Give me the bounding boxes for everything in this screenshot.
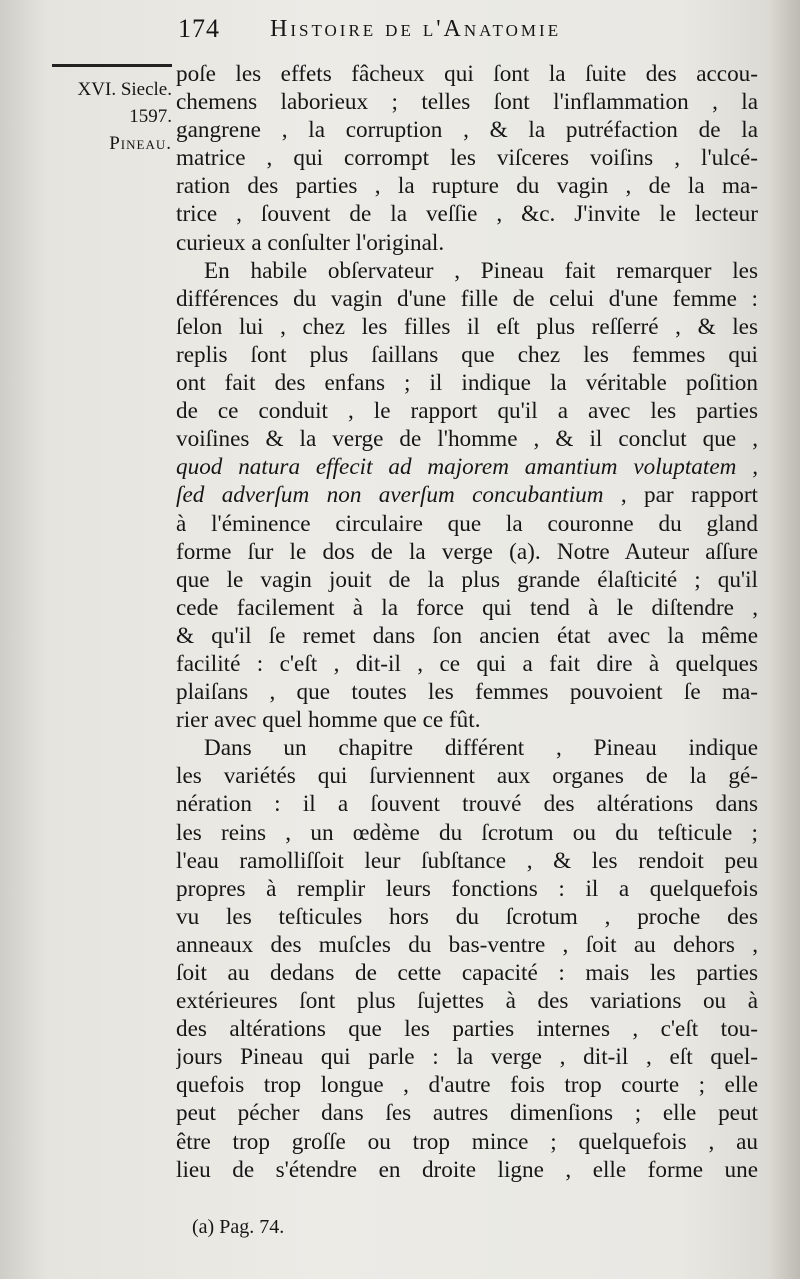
line-text: nération : il a ſouvent trouvé des altérations dans (176, 791, 758, 818)
margin-notes (52, 76, 172, 157)
running-title: Histoire de l'Anatomie (270, 16, 562, 42)
line-text: jours Pineau qui parle : la verge , dit-il , eſt quel- (176, 1044, 758, 1071)
line-text: propres à remplir leurs fonctions : il a quelquefois (176, 875, 758, 902)
line-text: plaiſans , que toutes les femmes pouvoient ſe ma- (176, 679, 758, 706)
footnote: (a) Pag. 74. (192, 1216, 285, 1238)
margin-note-century: XVI. Siecle. (77, 79, 172, 100)
line-text: quefois trop longue , d'autre fois trop courte ; elle (176, 1072, 758, 1099)
text-line (176, 369, 758, 397)
text-line (176, 622, 758, 650)
text-line (176, 931, 758, 959)
line-text: des altérations que les parties internes , c'eſt tou- (176, 1016, 758, 1043)
text-line (176, 566, 758, 594)
line-text: différences du vagin d'une fille de celui d'une femme : (176, 285, 758, 312)
text-line (176, 397, 758, 425)
text-line (176, 144, 758, 172)
line-text: de ce conduit , le rapport qu'il a avec les parties (176, 398, 758, 425)
italic-latin-phrase: quod natura effecit ad majorem amantium voluptatem , (176, 454, 758, 481)
text-line (176, 453, 758, 481)
line-text: , par rapport (603, 482, 758, 509)
text-line (176, 510, 758, 538)
text-line (176, 762, 758, 790)
line-text: replis ſont plus ſaillans que chez les femmes qui (176, 341, 758, 368)
line-text: forme ſur le dos de la verge (a). Notre Auteur aſſure (176, 538, 758, 565)
line-text: trice , ſouvent de la veſſie , &c. J'invite le lecteur (176, 201, 758, 228)
italic-latin-phrase: ſed adverſum non averſum concubantium (176, 482, 604, 509)
line-text: facilité : c'eſt , dit-il , ce qui a fait dire à quelques (176, 650, 758, 677)
text-line (176, 88, 758, 116)
line-text: ont fait des enfans ; il indique la véritable poſition (176, 370, 758, 397)
line-text: & qu'il ſe remet dans ſon ancien état avec la même (176, 622, 758, 649)
text-line (176, 172, 758, 200)
text-line (176, 116, 758, 144)
text-line (176, 987, 758, 1015)
line-text: être trop groſſe ou trop mince ; quelquefois , au (176, 1128, 758, 1155)
text-line (176, 1043, 758, 1071)
text-line (176, 1128, 758, 1156)
text-line (176, 200, 758, 228)
text-line (176, 257, 758, 285)
line-text: ſoit au dedans de cette capacité : mais les parties (176, 960, 758, 986)
line-text: ration des parties , la rupture du vagin , de la ma- (176, 173, 758, 200)
line-text: à l'éminence circulaire que la couronne du gland (176, 510, 758, 537)
line-text: peut pécher dans ſes autres dimenſions ; elle peut (176, 1100, 758, 1127)
body-text (176, 60, 758, 1184)
line-text: ſelon lui , chez les filles il eſt plus reſſerré , & les (176, 313, 758, 340)
text-line (176, 847, 758, 875)
page-header (178, 14, 758, 50)
text-line (176, 706, 758, 734)
text-line (176, 959, 758, 987)
line-text: poſe les effets fâcheux qui ſont la ſuite des accou- (176, 61, 758, 87)
text-line (176, 650, 758, 678)
text-line (176, 341, 758, 369)
margin-rule (52, 64, 172, 67)
line-text: chemens laborieux ; telles ſont l'inflammation , la (176, 89, 758, 116)
line-text: l'eau ramolliſſoit leur ſubſtance , & les rendoit peu (176, 847, 758, 874)
line-text: matrice , qui corrompt les viſceres voiſins , l'ulcé- (176, 145, 758, 172)
line-text: gangrene , la corruption , & la putréfaction de la (176, 117, 758, 144)
text-line (176, 734, 758, 762)
line-text: lieu de s'étendre en droite ligne , elle forme une (176, 1156, 758, 1183)
text-line (176, 425, 758, 453)
text-line (176, 594, 758, 622)
line-text: extérieures ſont plus ſujettes à des variations ou à (176, 988, 758, 1015)
line-text: que le vagin jouit de la plus grande élaſticité ; qu'il (176, 566, 758, 593)
text-line (176, 285, 758, 313)
text-line (176, 678, 758, 706)
line-text: anneaux des muſcles du bas-ventre , ſoit au dehors , (176, 931, 758, 958)
line-text: curieux a conſulter l'original. (176, 229, 445, 256)
line-text: les reins , un œdème du ſcrotum ou du teſticule ; (176, 819, 758, 846)
text-line (176, 229, 758, 257)
text-line (176, 60, 758, 88)
line-text: les variétés qui ſurviennent aux organes de la gé- (176, 763, 758, 790)
line-text: vu les teſticules hors du ſcrotum , proche des (176, 903, 758, 930)
margin-note-year: 1597. (129, 106, 172, 127)
text-line (176, 903, 758, 931)
line-text: cede facilement à la force qui tend à le diſtendre , (176, 594, 758, 621)
margin-note-author: Pineau. (109, 133, 172, 154)
text-line (176, 790, 758, 818)
line-text: En habile obſervateur , Pineau fait remarquer les (204, 257, 758, 284)
line-text: Dans un chapitre différent , Pineau indique (204, 735, 758, 762)
line-text: rier avec quel homme que ce fût. (176, 707, 481, 734)
text-line (176, 1156, 758, 1184)
text-line (176, 538, 758, 566)
text-line (176, 819, 758, 847)
text-line (176, 1099, 758, 1127)
text-line (176, 1071, 758, 1099)
text-line (176, 875, 758, 903)
page-number: 174 (178, 14, 220, 43)
text-line (176, 1015, 758, 1043)
line-text: voiſines & la verge de l'homme , & il conclut que , (176, 426, 758, 453)
text-line (176, 313, 758, 341)
text-line (176, 481, 758, 509)
